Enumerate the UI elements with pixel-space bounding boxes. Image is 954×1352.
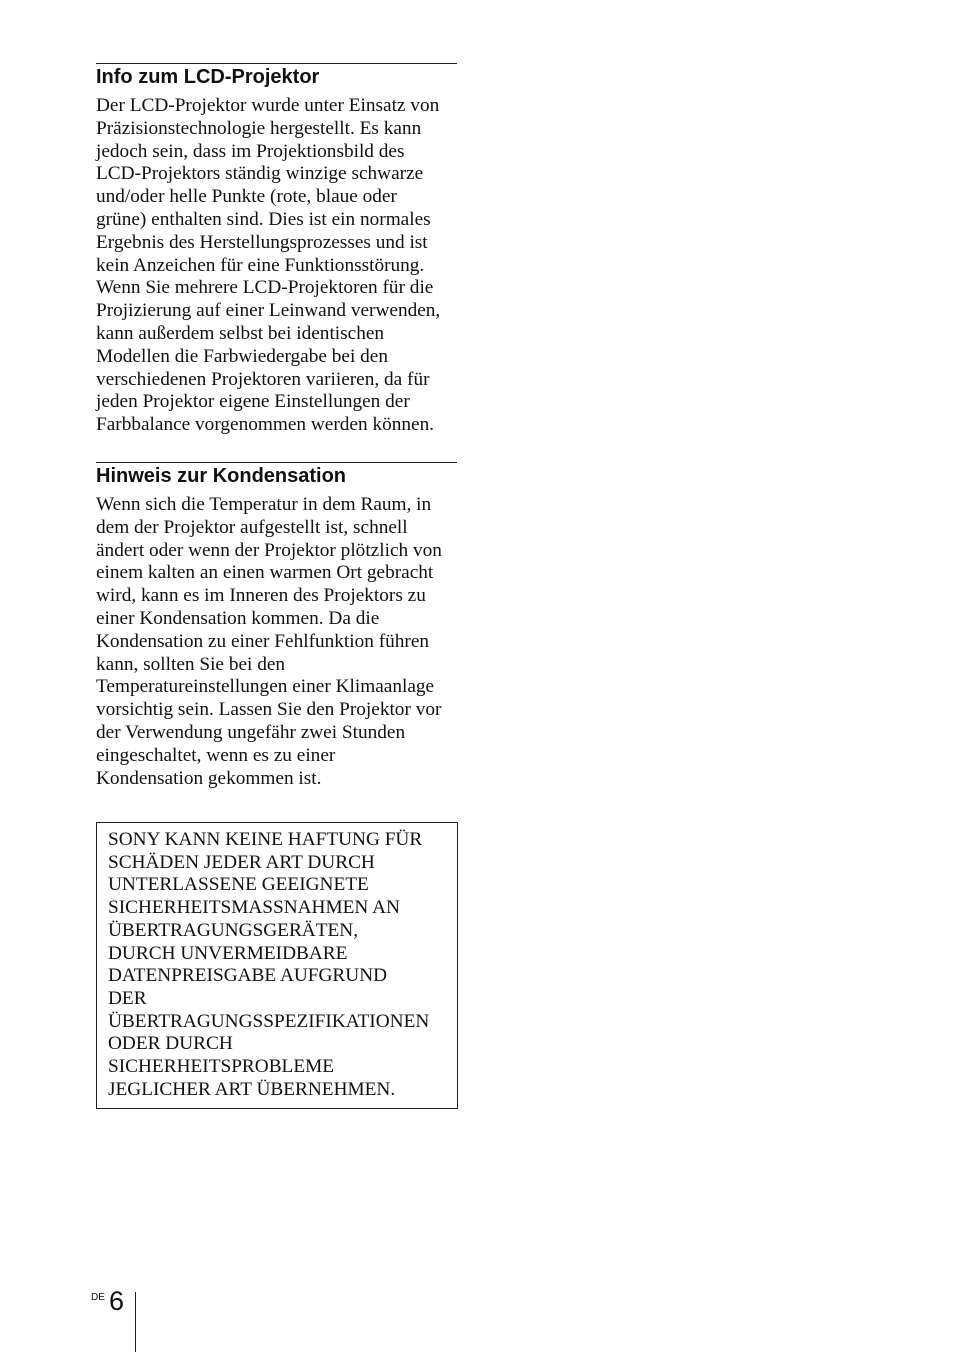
text-line: vorsichtig sein. Lassen Sie den Projektor vor [96,699,442,721]
text-line: kann, sollten Sie bei den [96,653,286,675]
disclaimer-line: ODER DURCH [108,1033,233,1055]
text-line: LCD-Projektors ständig winzige schwarze [96,163,424,185]
disclaimer-line: UNTERLASSENE GEEIGNETE [108,874,369,896]
text-line: eingeschaltet, wenn es zu einer [96,744,336,766]
paragraph-condensation [96,494,457,790]
text-line: Projizierung auf einer Leinwand verwenden, [96,300,441,322]
disclaimer-text [108,829,429,1101]
disclaimer-line: DATENPREISGABE AUFGRUND [108,965,388,987]
language-code: DE [91,1292,105,1303]
page-number: 6 [109,1286,125,1316]
text-line: Farbbalance vorgenommen werden können. [96,414,435,436]
text-line: ändert oder wenn der Projektor plötzlich von [96,539,442,561]
text-line: Wenn sich die Temperatur in dem Raum, in [96,494,432,515]
text-line: Temperatureinstellungen einer Klimaanlage [96,676,435,698]
text-line: verschiedenen Projektoren variieren, da für [96,368,430,390]
text-line: wird, kann es im Inneren des Projektors zu [96,585,426,607]
disclaimer-line: ÜBERTRAGUNGSSPEZIFIKATIONEN [108,1010,430,1032]
text-line: kein Anzeichen für eine Funktionsstörung. [96,254,425,276]
disclaimer-box [96,822,458,1109]
disclaimer-line: ÜBERTRAGUNGSGERÄTEN, [108,919,359,941]
disclaimer-line: DER [108,987,147,1009]
text-line: Kondensation gekommen ist. [96,767,322,789]
text-line: einer Kondensation kommen. Da die [96,607,380,629]
text-line: Modellen die Farbwiedergabe bei den [96,345,388,367]
disclaimer-line: JEGLICHER ART ÜBERNEHMEN. [108,1078,396,1100]
text-line: Kondensation zu einer Fehlfunktion führen [96,630,430,652]
section-condensation [96,462,457,790]
disclaimer-line: SICHERHEITSMASSNAHMEN AN [108,897,400,919]
disclaimer-line: DURCH UNVERMEIDBARE [108,942,348,964]
footer-divider [135,1292,136,1352]
paragraph-lcd-info [96,95,457,437]
text-line: dem der Projektor aufgestellt ist, schnell [96,516,408,538]
page-footer [91,1288,141,1352]
text-line: grüne) enthalten sind. Dies ist ein normales [96,208,431,230]
section-title-lcd-info: Info zum LCD-Projektor [96,66,320,88]
text-line: jedoch sein, dass im Projektionsbild des [96,140,405,162]
text-line: Ergebnis des Herstellungsprozesses und ist [96,231,428,253]
text-line: Präzisionstechnologie hergestellt. Es kann [96,117,422,139]
section-title-condensation: Hinweis zur Kondensation [96,465,347,487]
text-line: und/oder helle Punkte (rote, blaue oder [96,186,397,208]
disclaimer-line: SCHÄDEN JEDER ART DURCH [108,851,375,873]
disclaimer-line: SICHERHEITSPROBLEME [108,1056,335,1078]
text-line: Der LCD-Projektor wurde unter Einsatz von [96,95,440,116]
section-lcd-info [96,63,457,437]
text-line: der Verwendung ungefähr zwei Stunden [96,721,406,743]
text-line: kann außerdem selbst bei identischen [96,322,385,344]
text-line: einem kalten an einen warmen Ort gebracht [96,562,434,584]
text-line: jeden Projektor eigene Einstellungen der [96,391,410,413]
text-line: Wenn Sie mehrere LCD-Projektoren für die [96,277,434,299]
disclaimer-line: SONY KANN KEINE HAFTUNG FÜR [108,829,423,850]
